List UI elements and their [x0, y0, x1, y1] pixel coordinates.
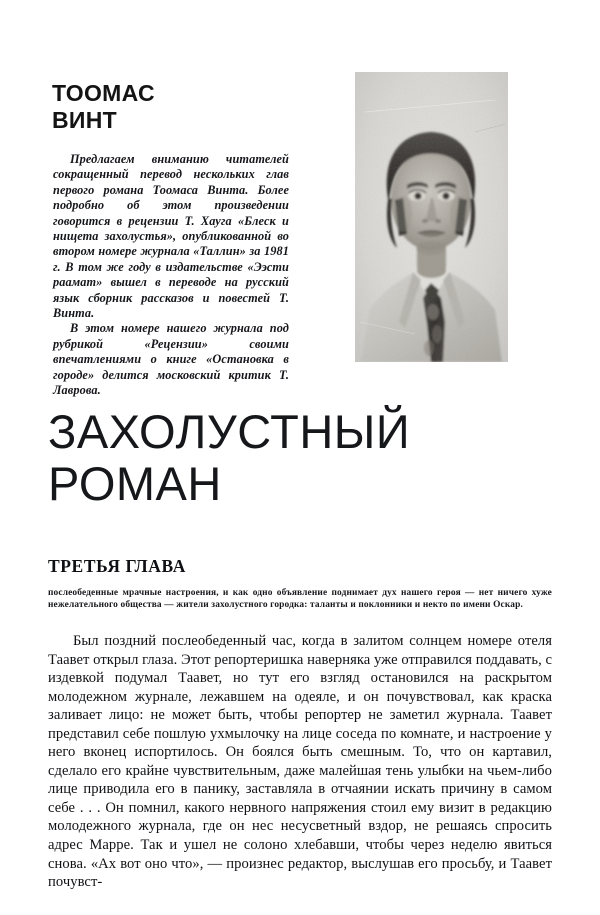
author-name	[52, 80, 292, 134]
chapter-summary	[48, 588, 552, 611]
body-text	[48, 632, 552, 892]
portrait-illustration	[355, 72, 508, 362]
body-paragraph-1: Был поздний послеобеденный час, когда в залитом солнцем номере отеля Таавет открыл глаза. Этот репортеришка наверняка уже отправился поддавать, с издевкой подумал Таавет, но тут его взгляд остановился на раскрытом молодежном журнале, лежавшем на одеяле, и он почувствовал, как краска заливает лицо: не может быть, чтобы репортер не заметил журнала. Таавет представил себе пошлую ухмылочку на лице соседа по комнате, и настроение у него вконец испортилось. Он боялся быть смешным. То, что он картавил, сделало его крайне чувствительным, даже малейшая тень улыбки на чьем-либо лице приводила его в панику, заставляла в отчаянии искать причину в самом себе . . . Он помнил, какого нервного напряжения стоил ему визит в редакцию молодежного журнала, где он нес несусветный вздор, не решаясь спросить адрес Марре. Так и ушел не солоно хлебавши, чтобы через неделю явиться снова. «Ах вот оно что», — произнес редактор, выслушав его просьбу, и Таавет почувст-	[48, 633, 552, 891]
chapter-summary-text: послеобеденные мрачные настроения, и как одно объявление поднимает дух нашего героя — нет ничего хуже нежелательного общества — жители захолустного городка: таланты и поклонники и некто по имени Оскар.	[48, 588, 552, 610]
intro-paragraph-1: Предлагаем вниманию читателей сокращенный перевод нескольких глав первого романа Тоомаса Винта. Более подробно об этом произведении говорится в рецензии Т. Хауга «Блеск и нищета захолустья», опубликованной во втором номере журнала «Таллин» за 1981 г. В том же году в издательстве «Ээсти раамат» вышел в переводе на русский язык сборник рассказов и повестей Т. Винта.	[53, 152, 289, 321]
author-portrait-photo	[355, 72, 508, 362]
page-title-line-1: ЗАХОЛУСТНЫЙ	[48, 405, 411, 458]
chapter-heading: ТРЕТЬЯ ГЛАВА	[48, 556, 186, 576]
page-title-line-2: РОМАН	[48, 457, 222, 510]
editorial-intro-note	[53, 152, 289, 399]
author-name-line-1: ТООМАС	[52, 80, 155, 106]
page-title	[48, 406, 548, 510]
intro-paragraph-2: В этом номере нашего журнала под рубрикой «Рецензии» своими впечатлениями о книге «Остановка в городе» делится московский критик Т. Лаврова.	[53, 321, 289, 398]
author-name-line-2: ВИНТ	[52, 107, 118, 133]
